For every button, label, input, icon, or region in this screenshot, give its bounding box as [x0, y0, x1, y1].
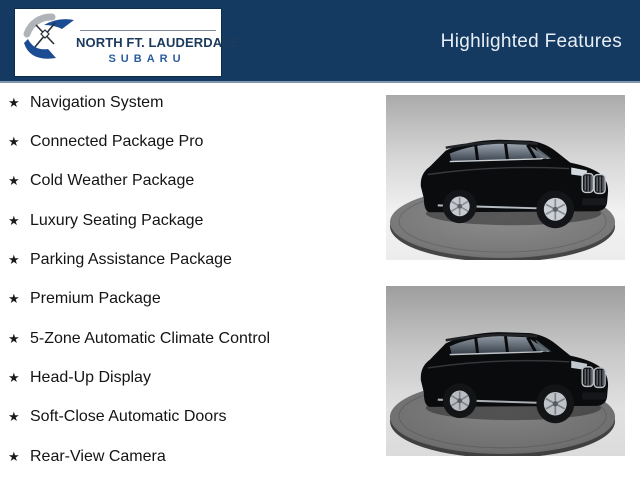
feature-label: Head-Up Display — [30, 369, 151, 387]
compass-swoosh-icon — [18, 10, 82, 74]
header-bar — [0, 0, 640, 83]
feature-label: Cold Weather Package — [30, 172, 195, 190]
star-bullet-icon: ★ — [8, 212, 20, 228]
vehicle-photo-bottom — [386, 286, 625, 456]
dealer-name: NORTH FT. LAUDERDALE — [76, 35, 240, 50]
star-bullet-icon: ★ — [8, 409, 20, 425]
star-bullet-icon: ★ — [8, 330, 20, 346]
star-bullet-icon: ★ — [8, 173, 20, 189]
feature-label: Premium Package — [30, 290, 161, 308]
star-bullet-icon: ★ — [8, 252, 20, 268]
feature-item — [8, 122, 380, 161]
feature-label: Rear-View Camera — [30, 447, 166, 465]
feature-label: Connected Package Pro — [30, 133, 204, 151]
star-bullet-icon: ★ — [8, 370, 20, 386]
star-bullet-icon: ★ — [8, 94, 20, 110]
feature-item — [8, 162, 380, 201]
feature-item — [8, 398, 380, 437]
vehicle-photo-top — [386, 95, 625, 260]
feature-item — [8, 280, 380, 319]
star-bullet-icon: ★ — [8, 134, 20, 150]
features-list — [8, 83, 380, 476]
logo-divider-line — [80, 30, 216, 31]
feature-item — [8, 201, 380, 240]
feature-label: Soft-Close Automatic Doors — [30, 408, 227, 426]
feature-item — [8, 358, 380, 397]
star-bullet-icon: ★ — [8, 291, 20, 307]
star-bullet-icon: ★ — [8, 448, 20, 464]
feature-item — [8, 319, 380, 358]
feature-label: 5-Zone Automatic Climate Control — [30, 329, 271, 347]
feature-label: Luxury Seating Package — [30, 211, 204, 229]
dealer-brand: SUBARU — [108, 53, 186, 65]
feature-label: Parking Assistance Package — [30, 251, 232, 269]
feature-item — [8, 83, 380, 122]
dealer-logo — [14, 8, 240, 77]
feature-item — [8, 437, 380, 476]
feature-item — [8, 240, 380, 279]
page-title: Highlighted Features — [440, 31, 622, 52]
feature-label: Navigation System — [30, 93, 164, 111]
